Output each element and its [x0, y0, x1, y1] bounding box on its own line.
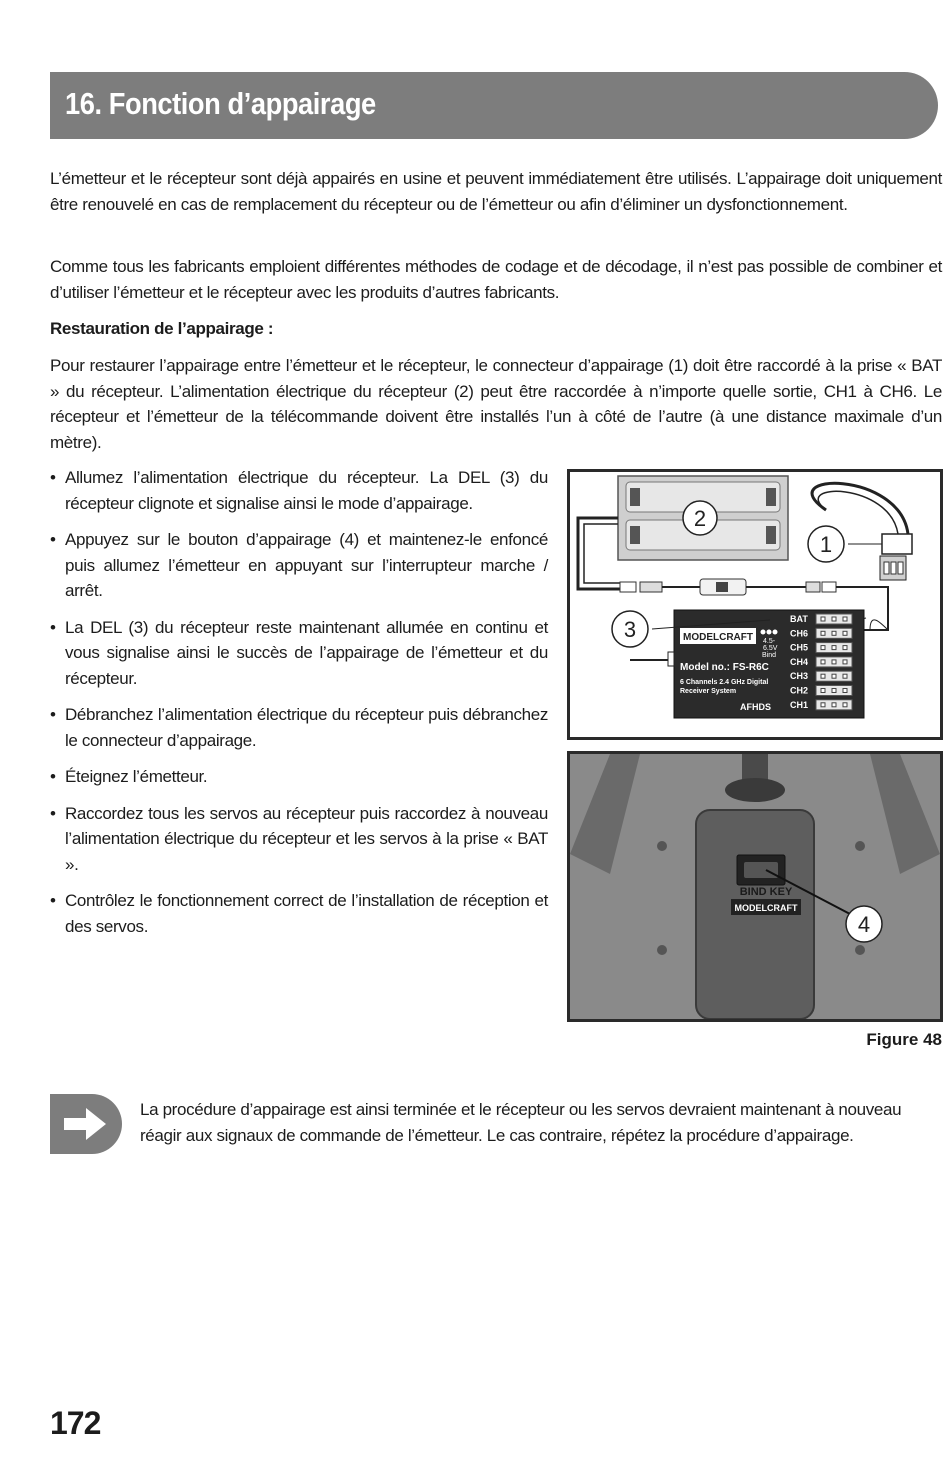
list-item: • La DEL (3) du récepteur reste maintenant allumée en continu et vous signalise ainsi le succès de l’appairage de l’émetteur et du récepteur.: [50, 615, 548, 692]
receiver-port-pin: [843, 646, 847, 650]
receiver-port-pin: [821, 617, 825, 621]
restore-subheading: Restauration de l’appairage :: [50, 319, 274, 338]
receiver-ports: [790, 614, 852, 710]
receiver-port-pin: [832, 660, 836, 664]
compatibility-paragraph: Comme tous les fabricants emploient différentes méthodes de codage et de décodage, il n’est pas possible de combiner et d’utiliser l’émetteur et le récepteur avec les produits d’autres fabricants.: [50, 257, 942, 302]
receiver-port-label: CH4: [790, 656, 809, 667]
receiver-desc1: 6 Channels 2.4 GHz Digital: [680, 679, 769, 686]
receiver-bind-label: Bind: [762, 652, 777, 659]
svg-text:3: 3: [623, 617, 637, 642]
bind-key-label: BIND KEY: [739, 886, 793, 898]
receiver-port-pin: [821, 646, 825, 650]
bullet-glyph: •: [50, 468, 56, 487]
bind-key-button: [737, 855, 785, 885]
transmitter-diagram: [567, 751, 943, 1022]
callout-1: [808, 526, 844, 562]
receiver-port-pin: [843, 674, 847, 678]
wiring-diagram: [567, 469, 943, 740]
receiver-port-pin: [843, 660, 847, 664]
receiver-port-pin: [821, 703, 825, 707]
intro-paragraph: L’émetteur et le récepteur sont déjà appairés en usine et peuvent immédiatement être utilisés. L’appairage doit uniquement être renouvelé en cas de remplacement du récepteur ou de l’émetteur ou afin d’éliminer un dysfonctionnement.: [50, 169, 942, 214]
page-number: 172: [50, 1405, 101, 1441]
section-title: 16. Fonction d’appairage: [65, 86, 376, 121]
callout-4: [846, 906, 882, 942]
list-item: • Contrôlez le fonctionnement correct de l’installation de réception et des servos.: [50, 888, 548, 939]
receiver-voltage2: 6.5V: [763, 645, 778, 652]
receiver-afhds: AFHDS: [740, 702, 771, 712]
wiring-diagram-svg: [570, 472, 940, 737]
bullet-glyph: •: [50, 530, 56, 549]
arrow-right-icon: [50, 1094, 122, 1154]
receiver-port-pin: [832, 646, 836, 650]
receiver-port-pin: [832, 631, 836, 635]
receiver-port-label: CH1: [790, 699, 809, 710]
receiver-port-pin: [821, 689, 825, 693]
receiver-voltage: 4.5-: [763, 638, 776, 645]
restore-paragraph: Pour restaurer l’appairage entre l’émetteur et le récepteur, le connecteur d’appairage (1) doit être raccordé à la prise « BAT » du récepteur. L’alimentation électrique du récepteur (2) peut être raccordée à n’importe quelle sortie, CH1 à CH6. Le récepteur et l’émetteur de la télécommande doivent être installés l’un à côté de l’autre (à une distance maximale d’un mètre).: [50, 356, 942, 452]
receiver-port-pin: [832, 703, 836, 707]
bullet-glyph: •: [50, 803, 56, 823]
list-item: • Allumez l’alimentation électrique du récepteur. La DEL (3) du récepteur clignote et signalise ainsi le mode d’appairage.: [50, 465, 548, 516]
transmitter-diagram-svg: [570, 754, 940, 1019]
bullet-glyph: •: [50, 891, 56, 910]
note-text: La procédure d’appairage est ainsi terminée et le récepteur ou les servos devraient maintenant à nouveau réagir aux signaux de commande de l’émetteur. Le cas contraire, répétez la procédure d’appairage.: [140, 1100, 902, 1145]
receiver-port-label: BAT: [790, 614, 808, 624]
list-item: • Appuyez sur le bouton d’appairage (4) et maintenez-le enfoncé puis allumez l’émetteur en appuyant sur l’interrupteur marche / arrêt.: [50, 527, 548, 604]
bullet-glyph: •: [50, 617, 56, 637]
receiver-port-label: CH2: [790, 685, 809, 696]
bullet-glyph: •: [50, 705, 56, 724]
receiver-port-pin: [821, 674, 825, 678]
list-item: • Débranchez l’alimentation électrique du récepteur puis débranchez le connecteur d’appairage.: [50, 702, 548, 753]
receiver-port-pin: [843, 617, 847, 621]
callout-2: [683, 501, 717, 535]
receiver-port-pin: [843, 703, 847, 707]
receiver-port-label: CH6: [790, 628, 809, 639]
transmitter-brand: MODELCRAFT: [734, 903, 798, 913]
receiver-port-pin: [832, 689, 836, 693]
figure-caption: Figure 48: [866, 1030, 942, 1049]
receiver-port-pin: [843, 689, 847, 693]
receiver-port-label: CH3: [790, 671, 809, 682]
receiver-port-pin: [832, 674, 836, 678]
svg-text:4: 4: [857, 912, 871, 937]
receiver-model: Model no.: FS-R6C: [680, 662, 769, 673]
list-item: • Raccordez tous les servos au récepteur puis raccordez à nouveau l’alimentation électrique du récepteur et les servos à la prise « BAT ».: [50, 801, 548, 878]
list-item: • Éteignez l’émetteur.: [50, 764, 548, 790]
callout-3: [612, 611, 648, 647]
svg-text:2: 2: [693, 506, 707, 531]
receiver-port-pin: [832, 617, 836, 621]
receiver-port-pin: [843, 631, 847, 635]
receiver-port-pin: [821, 631, 825, 635]
receiver-port-pin: [821, 660, 825, 664]
steps-list: [50, 465, 548, 950]
svg-text:1: 1: [819, 532, 833, 557]
receiver-brand: MODELCRAFT: [683, 632, 753, 643]
bullet-glyph: •: [50, 767, 56, 786]
receiver-port-label: CH5: [790, 642, 809, 653]
section-header-bar: [50, 72, 938, 139]
receiver-desc2: Receiver System: [680, 688, 737, 695]
